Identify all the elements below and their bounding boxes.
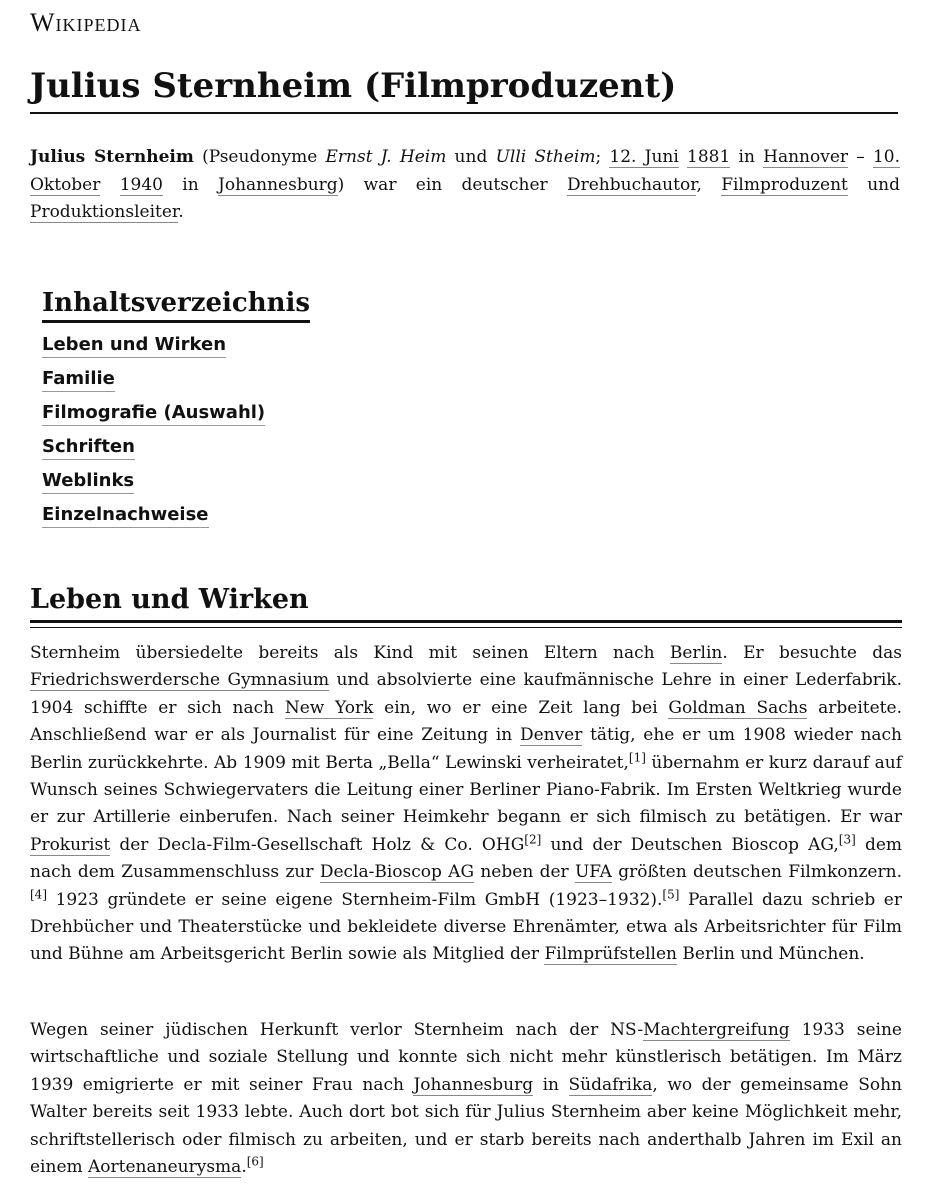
- toc-item: [42, 469, 310, 503]
- lead-text: ;: [595, 147, 610, 167]
- body-text: der Decla-Film-Gesellschaft Holz & Co. OHG: [110, 834, 525, 855]
- section-heading: Leben und Wirken: [30, 584, 309, 615]
- link-suedafrika[interactable]: Südafrika: [568, 1074, 653, 1095]
- reference-link[interactable]: [6]: [246, 1154, 264, 1169]
- body-paragraph-2: [30, 1017, 902, 1181]
- link-produktionsleiter[interactable]: Produktionsleiter: [30, 202, 179, 222]
- toc-title: Inhaltsverzeichnis: [42, 288, 310, 323]
- body-text: und der Deutschen Bioscop AG,: [541, 834, 839, 855]
- body-text: übernahm er kurz darauf auf Wunsch seines Schwiegervaters die Leitung einer Berliner Piano-Fabrik. Im Ersten Weltkrieg wurde er zur Artillerie einberufen. Nach seiner Heimkehr begann er sich filmisch zu betätigen. Er war: [30, 752, 902, 828]
- reference-link[interactable]: [3]: [838, 832, 856, 847]
- body-text: tätig, ehe er um 1908 wieder nach Berlin zurückkehrte. Ab 1909 mit Berta „Bella“ Lewinski verheiratet,: [30, 725, 902, 773]
- body-text: Parallel dazu schrieb er Drehbücher und Theaterstücke und bekleidete diverse Ehrenämter, etwa als Arbeitsrichter für Film und Bühne am Arbeitsgericht Berlin sowie als Mitglied der: [30, 889, 902, 965]
- reference-link[interactable]: [4]: [30, 887, 47, 901]
- pseudonym-2: Ulli Stheim: [495, 147, 596, 167]
- link-denver[interactable]: Denver: [519, 725, 583, 746]
- lead-text: [100, 175, 119, 195]
- lead-text: ,: [696, 174, 722, 195]
- reference-link[interactable]: [1]: [628, 749, 646, 764]
- body-text: arbeitete. Anschließend war er als Journalist für eine Zeitung in: [30, 697, 902, 746]
- pseudonym-1: Ernst J. Heim: [325, 147, 447, 167]
- link-berlin[interactable]: Berlin: [669, 643, 723, 663]
- link-birth-date[interactable]: 12. Juni: [609, 147, 679, 167]
- link-goldman-sachs[interactable]: Goldman Sachs: [668, 697, 808, 718]
- body-text: neben der: [474, 862, 575, 883]
- lead-text: .: [178, 202, 184, 222]
- toc-item: [42, 401, 310, 435]
- body-paragraph-1: [30, 640, 902, 969]
- lead-text: [679, 147, 687, 167]
- link-filmpruefstellen[interactable]: Filmprüfstellen: [544, 944, 678, 965]
- table-of-contents: [42, 288, 310, 537]
- section-heading-block: [30, 580, 902, 628]
- body-text: .: [241, 1157, 247, 1178]
- lead-text: und: [847, 174, 900, 195]
- wikipedia-logo[interactable]: Wikipedia: [30, 8, 142, 37]
- body-text: Berlin und München.: [677, 944, 865, 965]
- lead-text: in: [730, 147, 764, 167]
- toc-item: [42, 333, 310, 367]
- toc-link-familie[interactable]: Familie: [42, 367, 115, 392]
- toc-link-weblinks[interactable]: Weblinks: [42, 469, 134, 494]
- body-text: in: [533, 1074, 569, 1095]
- link-birth-place[interactable]: Hannover: [763, 147, 849, 167]
- link-filmproduzent[interactable]: Filmproduzent: [721, 174, 848, 195]
- lead-subject: Julius Sternheim: [30, 147, 194, 167]
- link-decla-bioscop[interactable]: Decla-Bioscop AG: [319, 862, 475, 883]
- link-machtergreifung[interactable]: Machtergreifung: [643, 1020, 790, 1040]
- toc-link-leben-und-wirken[interactable]: Leben und Wirken: [42, 333, 226, 358]
- toc-item: [42, 435, 310, 469]
- link-death-place[interactable]: Johannesburg: [218, 174, 338, 195]
- reference-link[interactable]: [5]: [662, 887, 680, 901]
- lead-text: in: [162, 174, 219, 195]
- lead-text: ) war ein deutscher: [337, 174, 567, 195]
- lead-text: –: [848, 147, 873, 167]
- link-death-year[interactable]: 1940: [119, 174, 163, 195]
- body-text: größten deutschen Filmkonzern.: [611, 862, 902, 883]
- body-text: , wo der gemeinsame Sohn Walter bereits seit 1933 lebte. Auch dort bot sich für Julius Sternheim aber keine Möglichkeit mehr, schriftstellerisch oder filmisch zu arbeiten, und er starb bereits nach anderthalb Jahren im Exil an einem: [30, 1074, 903, 1178]
- body-text: 1923 gründete er seine eigene Sternheim-Film GmbH (1923–1932).: [47, 889, 663, 910]
- toc-list: [42, 333, 310, 537]
- link-birth-year[interactable]: 1881: [687, 147, 731, 167]
- body-text: ein, wo er eine Zeit lang bei: [373, 697, 669, 718]
- body-text: und absolvierte eine kaufmännische Lehre in einer Lederfabrik. 1904 schiffte er sich nach: [30, 670, 902, 718]
- link-new-york[interactable]: New York: [284, 697, 374, 718]
- lead-paragraph: [30, 144, 900, 227]
- body-text: 1933 seine wirtschaftliche und soziale Stellung und konnte sich nicht mehr künstlerisch betätigen. Im März 1939 emigrierte er mit seiner Frau nach: [30, 1020, 902, 1095]
- link-drehbuchautor[interactable]: Drehbuchautor: [566, 174, 697, 195]
- link-johannesburg[interactable]: Johannesburg: [413, 1074, 534, 1095]
- section-divider: [30, 620, 902, 628]
- reference-link[interactable]: [2]: [524, 832, 542, 847]
- body-text: Wegen seiner jüdischen Herkunft verlor Sternheim nach der NS-: [30, 1020, 644, 1040]
- toc-item: [42, 503, 310, 537]
- toc-link-einzelnachweise[interactable]: Einzelnachweise: [42, 503, 209, 528]
- link-gymnasium[interactable]: Friedrichswerdersche Gymnasium: [30, 670, 330, 691]
- toc-item: [42, 367, 310, 401]
- lead-text: und: [446, 147, 496, 167]
- link-ufa[interactable]: UFA: [574, 862, 612, 883]
- link-death-date[interactable]: 10. Oktober: [30, 147, 901, 195]
- toc-link-schriften[interactable]: Schriften: [42, 435, 135, 460]
- body-text: Sternheim übersiedelte bereits als Kind mit seinen Eltern nach: [30, 643, 670, 663]
- body-text: . Er besuchte das: [722, 643, 902, 663]
- body-text: dem nach dem Zusammenschluss zur: [30, 834, 903, 883]
- link-prokurist[interactable]: Prokurist: [30, 834, 111, 855]
- page-title: Julius Sternheim (Filmproduzent): [30, 62, 898, 114]
- toc-link-filmografie[interactable]: Filmografie (Auswahl): [42, 401, 265, 426]
- lead-text: (Pseudonyme: [193, 147, 326, 167]
- link-aortenaneurysma[interactable]: Aortenaneurysma: [88, 1157, 242, 1178]
